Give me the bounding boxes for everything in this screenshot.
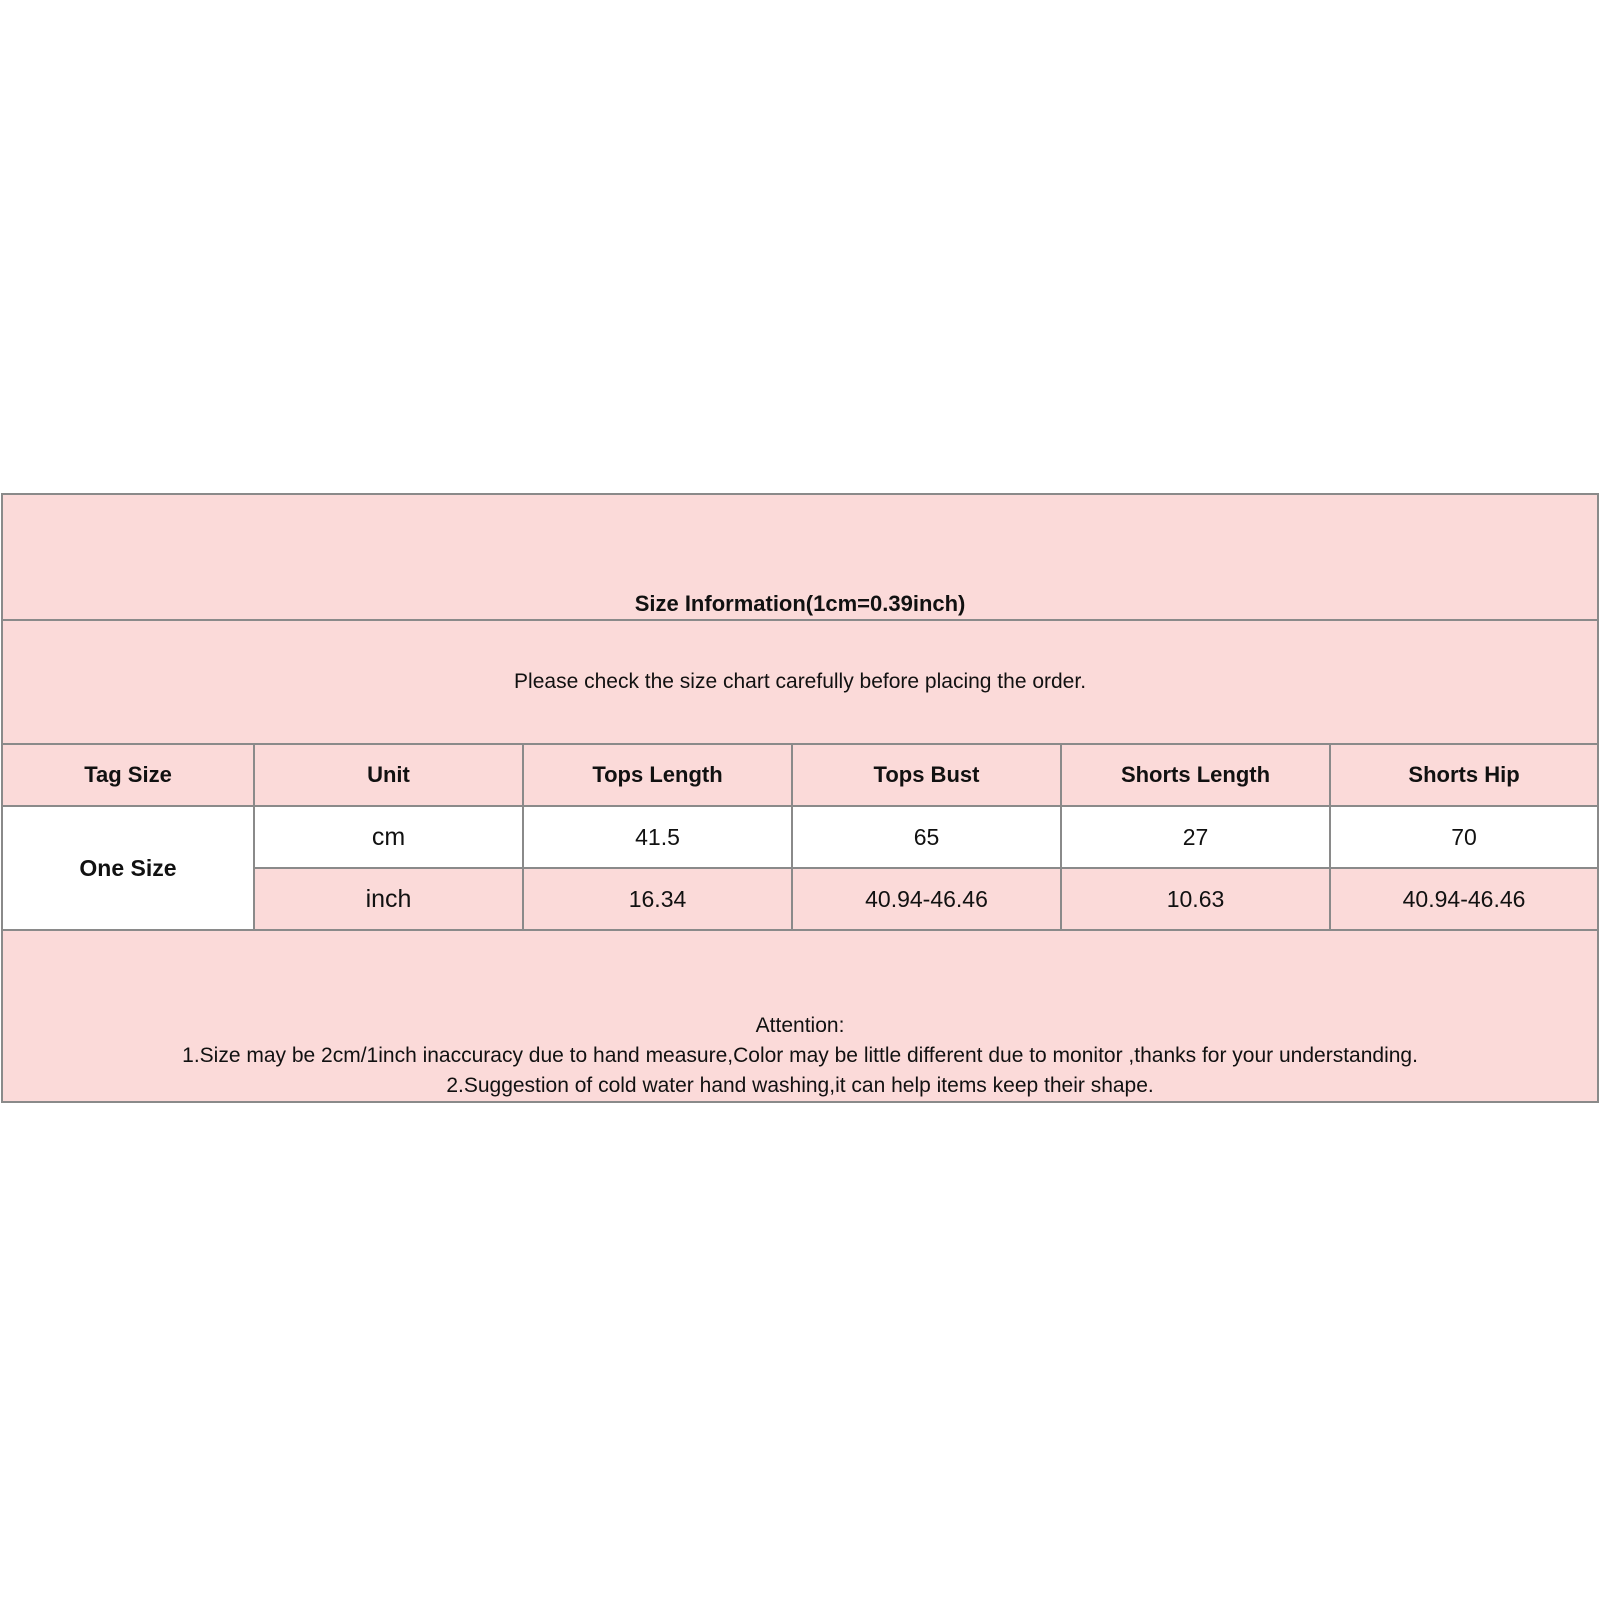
size-check-notice: Please check the size chart carefully before placing the order.: [2, 620, 1598, 744]
inch-tops-length: 16.34: [523, 868, 792, 930]
cm-shorts-hip: 70: [1330, 806, 1598, 868]
header-tag-size: Tag Size: [2, 744, 254, 806]
header-tops-length: Tops Length: [523, 744, 792, 806]
inch-shorts-length: 10.63: [1061, 868, 1330, 930]
cm-shorts-length: 27: [1061, 806, 1330, 868]
header-tops-bust: Tops Bust: [792, 744, 1061, 806]
inch-shorts-hip: 40.94-46.46: [1330, 868, 1598, 930]
attention-line-1: 1.Size may be 2cm/1inch inaccuracy due to hand measure,Color may be little different due to monitor ,thanks for your understanding.: [182, 1044, 1418, 1067]
table-row: [2, 806, 1598, 868]
header-shorts-length: Shorts Length: [1061, 744, 1330, 806]
unit-inch: inch: [254, 868, 523, 930]
tag-size-cell: One Size: [2, 806, 254, 930]
attention-line-2: 2.Suggestion of cold water hand washing,it can help items keep their shape.: [446, 1074, 1154, 1097]
unit-cm: cm: [254, 806, 523, 868]
attention-heading: Attention:: [755, 1014, 845, 1037]
size-info-title: Size Information(1cm=0.39inch): [2, 494, 1598, 620]
size-chart-table: [1, 493, 1599, 1103]
header-unit: Unit: [254, 744, 523, 806]
attention-notes: [2, 930, 1598, 1102]
cm-tops-length: 41.5: [523, 806, 792, 868]
header-shorts-hip: Shorts Hip: [1330, 744, 1598, 806]
inch-tops-bust: 40.94-46.46: [792, 868, 1061, 930]
cm-tops-bust: 65: [792, 806, 1061, 868]
